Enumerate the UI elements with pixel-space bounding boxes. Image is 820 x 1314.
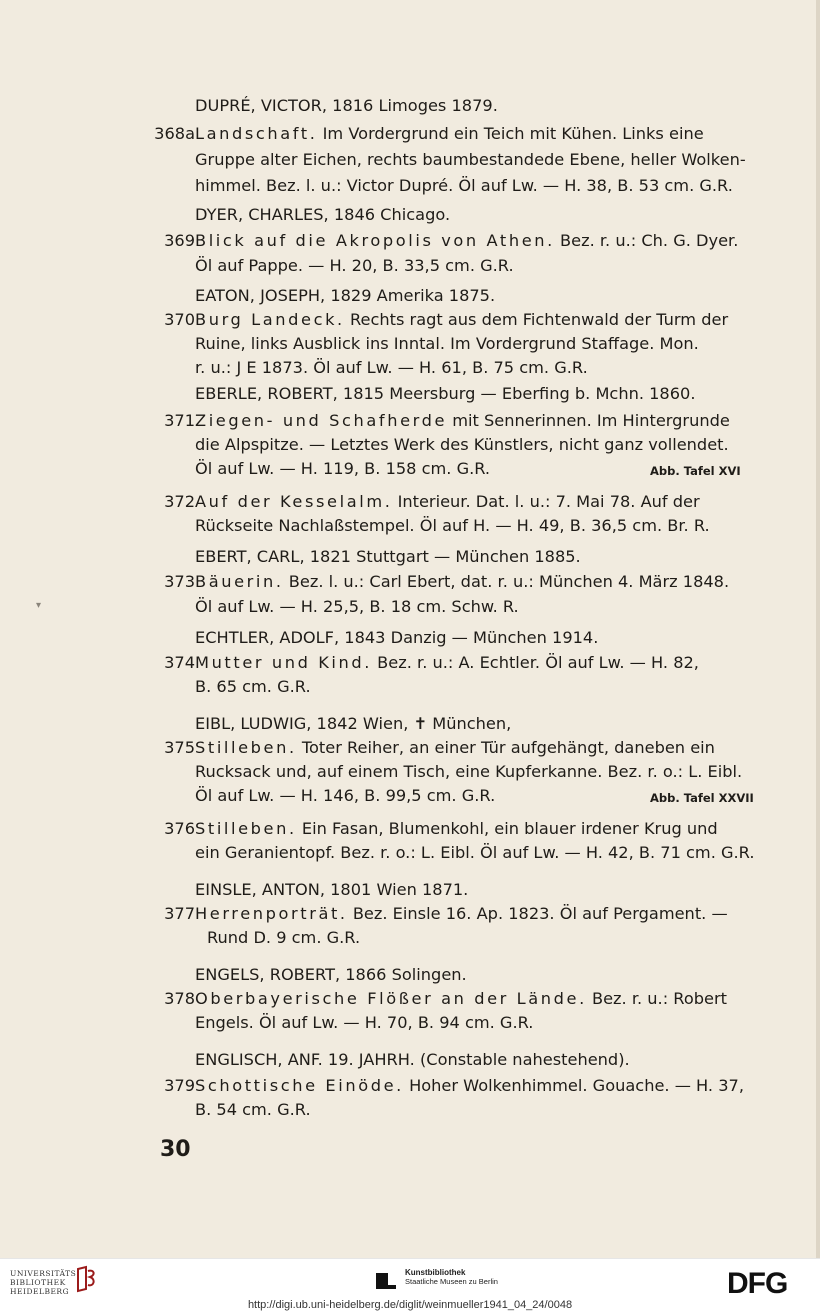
lot-text: Ruine, links Ausblick ins Inntal. Im Vordergrund Staffage. Mon. (195, 334, 699, 353)
lot-line (195, 124, 704, 144)
lot-title: Auf der Kesselalm. (195, 492, 393, 511)
lot-number: 376 (164, 819, 195, 838)
lot-number: 369 (164, 231, 195, 250)
lot-text: Rechts ragt aus dem Fichtenwald der Turm der (349, 310, 729, 329)
lot-title: Landschaft. (195, 124, 318, 143)
lot-line (195, 653, 699, 673)
institution-label (405, 1268, 498, 1286)
lot-title: Oberbayerische Flößer an der Lände. (195, 989, 587, 1008)
lot-number: 378 (164, 989, 195, 1008)
lot-number: 371 (164, 411, 195, 430)
lot-text: Bez. r. u.: Robert (591, 989, 727, 1008)
lot-line (195, 1076, 744, 1096)
lot-number: 374 (164, 653, 195, 672)
lot-text: Rucksack und, auf einem Tisch, eine Kupferkanne. Bez. r. o.: L. Eibl. (195, 762, 743, 781)
artist-header: ECHTLER, ADOLF, 1843 Danzig — München 1914. (195, 628, 599, 647)
artist-header: ENGLISCH, ANF. 19. JAHRH. (Constable nahestehend). (195, 1050, 630, 1069)
artist-header: EBERLE, ROBERT, 1815 Meersburg — Eberfing b. Mchn. 1860. (195, 384, 696, 403)
lot-text: B. 54 cm. G.R. (195, 1100, 311, 1119)
artist-header: EATON, JOSEPH, 1829 Amerika 1875. (195, 286, 496, 305)
lot-text: ein Geranientopf. Bez. r. o.: L. Eibl. Öl auf Lw. — H. 42, B. 71 cm. G.R. (195, 843, 755, 862)
lot-title: Stilleben. (195, 738, 297, 757)
institution-sub: Staatliche Museen zu Berlin (405, 1277, 498, 1286)
lot-text: mit Sennerinnen. Im Hintergrunde (452, 411, 730, 430)
lot-title: Mutter und Kind. (195, 653, 373, 672)
page-edge (816, 0, 820, 1258)
lot-text: Bez. Einsle 16. Ap. 1823. Öl auf Pergament. — (352, 904, 728, 923)
lot-text: himmel. Bez. l. u.: Victor Dupré. Öl auf Lw. — H. 38, B. 53 cm. G.R. (195, 176, 733, 195)
lot-text: Bez. r. u.: A. Echtler. Öl auf Lw. — H. 82, (377, 653, 699, 672)
lot-text: Interieur. Dat. l. u.: 7. Mai 78. Auf der (397, 492, 700, 511)
lot-number: 372 (164, 492, 195, 511)
university-line: BIBLIOTHEK (10, 1278, 66, 1287)
lot-line (195, 904, 728, 924)
lot-number: 375 (164, 738, 195, 757)
university-logo-icon[interactable] (74, 1265, 100, 1293)
plate-reference: Abb. Tafel XVI (650, 464, 741, 478)
lot-text: Engels. Öl auf Lw. — H. 70, B. 94 cm. G.R. (195, 1013, 534, 1032)
lot-line (195, 738, 715, 758)
lot-text: Hoher Wolkenhimmel. Gouache. — H. 37, (409, 1076, 744, 1095)
dfg-logo[interactable]: DFG (727, 1267, 788, 1300)
university-line: HEIDELBERG (10, 1287, 70, 1296)
lot-title: Schottische Einöde. (195, 1076, 404, 1095)
lot-number: 373 (164, 572, 195, 591)
artist-header: EBERT, CARL, 1821 Stuttgart — München 1885. (195, 547, 581, 566)
lot-title: Ziegen- und Schafherde (195, 411, 448, 430)
artist-header: DYER, CHARLES, 1846 Chicago. (195, 205, 451, 224)
lot-text: Öl auf Pappe. — H. 20, B. 33,5 cm. G.R. (195, 256, 514, 275)
lot-text: Rund D. 9 cm. G.R. (207, 928, 361, 947)
lot-text: Gruppe alter Eichen, rechts baumbestandede Ebene, heller Wolken- (195, 150, 746, 169)
scan-speck: ▾ (36, 600, 42, 611)
page-number: 30 (160, 1137, 191, 1162)
permalink[interactable]: http://digi.ub.uni-heidelberg.de/diglit/weinmueller1941_04_24/0048 (247, 1299, 573, 1311)
lot-title: Blick auf die Akropolis von Athen. (195, 231, 555, 250)
lot-number: 368a (154, 124, 195, 143)
lot-text: Bez. l. u.: Carl Ebert, dat. r. u.: München 4. März 1848. (288, 572, 730, 591)
lot-number: 370 (164, 310, 195, 329)
lot-line (195, 819, 718, 839)
lot-number: 379 (164, 1076, 195, 1095)
lot-text: Bez. r. u.: Ch. G. Dyer. (560, 231, 739, 250)
artist-header: EINSLE, ANTON, 1801 Wien 1871. (195, 880, 469, 899)
lot-text: Im Vordergrund ein Teich mit Kühen. Links eine (322, 124, 704, 143)
kunstbibliothek-logo-icon[interactable] (374, 1269, 398, 1291)
lot-title: Burg Landeck. (195, 310, 345, 329)
lot-text: Öl auf Lw. — H. 25,5, B. 18 cm. Schw. R. (195, 597, 519, 616)
lot-text: r. u.: J E 1873. Öl auf Lw. — H. 61, B. 75 cm. G.R. (195, 358, 588, 377)
lot-line (195, 492, 700, 512)
artist-header: EIBL, LUDWIG, 1842 Wien, ✝ München, (195, 714, 512, 733)
lot-line (195, 572, 729, 592)
lot-title: Bäuerin. (195, 572, 284, 591)
lot-line (195, 310, 728, 330)
lot-title: Herrenporträt. (195, 904, 348, 923)
lot-number: 377 (164, 904, 195, 923)
institution-name: Kunstbibliothek (405, 1268, 466, 1277)
lot-line (195, 989, 727, 1009)
lot-line (195, 231, 738, 251)
university-label (10, 1269, 76, 1296)
lot-title: Stilleben. (195, 819, 297, 838)
lot-text: Ein Fasan, Blumenkohl, ein blauer irdener Krug und (301, 819, 718, 838)
university-line: UNIVERSITÄTS (10, 1269, 77, 1278)
lot-text: die Alpspitze. — Letztes Werk des Künstlers, nicht ganz vollendet. (195, 435, 729, 454)
lot-text: Öl auf Lw. — H. 119, B. 158 cm. G.R. (195, 459, 491, 478)
viewer-footer (0, 1258, 820, 1314)
lot-text: Öl auf Lw. — H. 146, B. 99,5 cm. G.R. (195, 786, 496, 805)
lot-text: B. 65 cm. G.R. (195, 677, 311, 696)
artist-header: ENGELS, ROBERT, 1866 Solingen. (195, 965, 467, 984)
plate-reference: Abb. Tafel XXVII (650, 791, 754, 805)
lot-text: Rückseite Nachlaßstempel. Öl auf H. — H. 49, B. 36,5 cm. Br. R. (195, 516, 710, 535)
lot-line (195, 411, 730, 431)
lot-text: Toter Reiher, an einer Tür aufgehängt, daneben ein (301, 738, 715, 757)
artist-header: DUPRÉ, VICTOR, 1816 Limoges 1879. (195, 96, 498, 115)
